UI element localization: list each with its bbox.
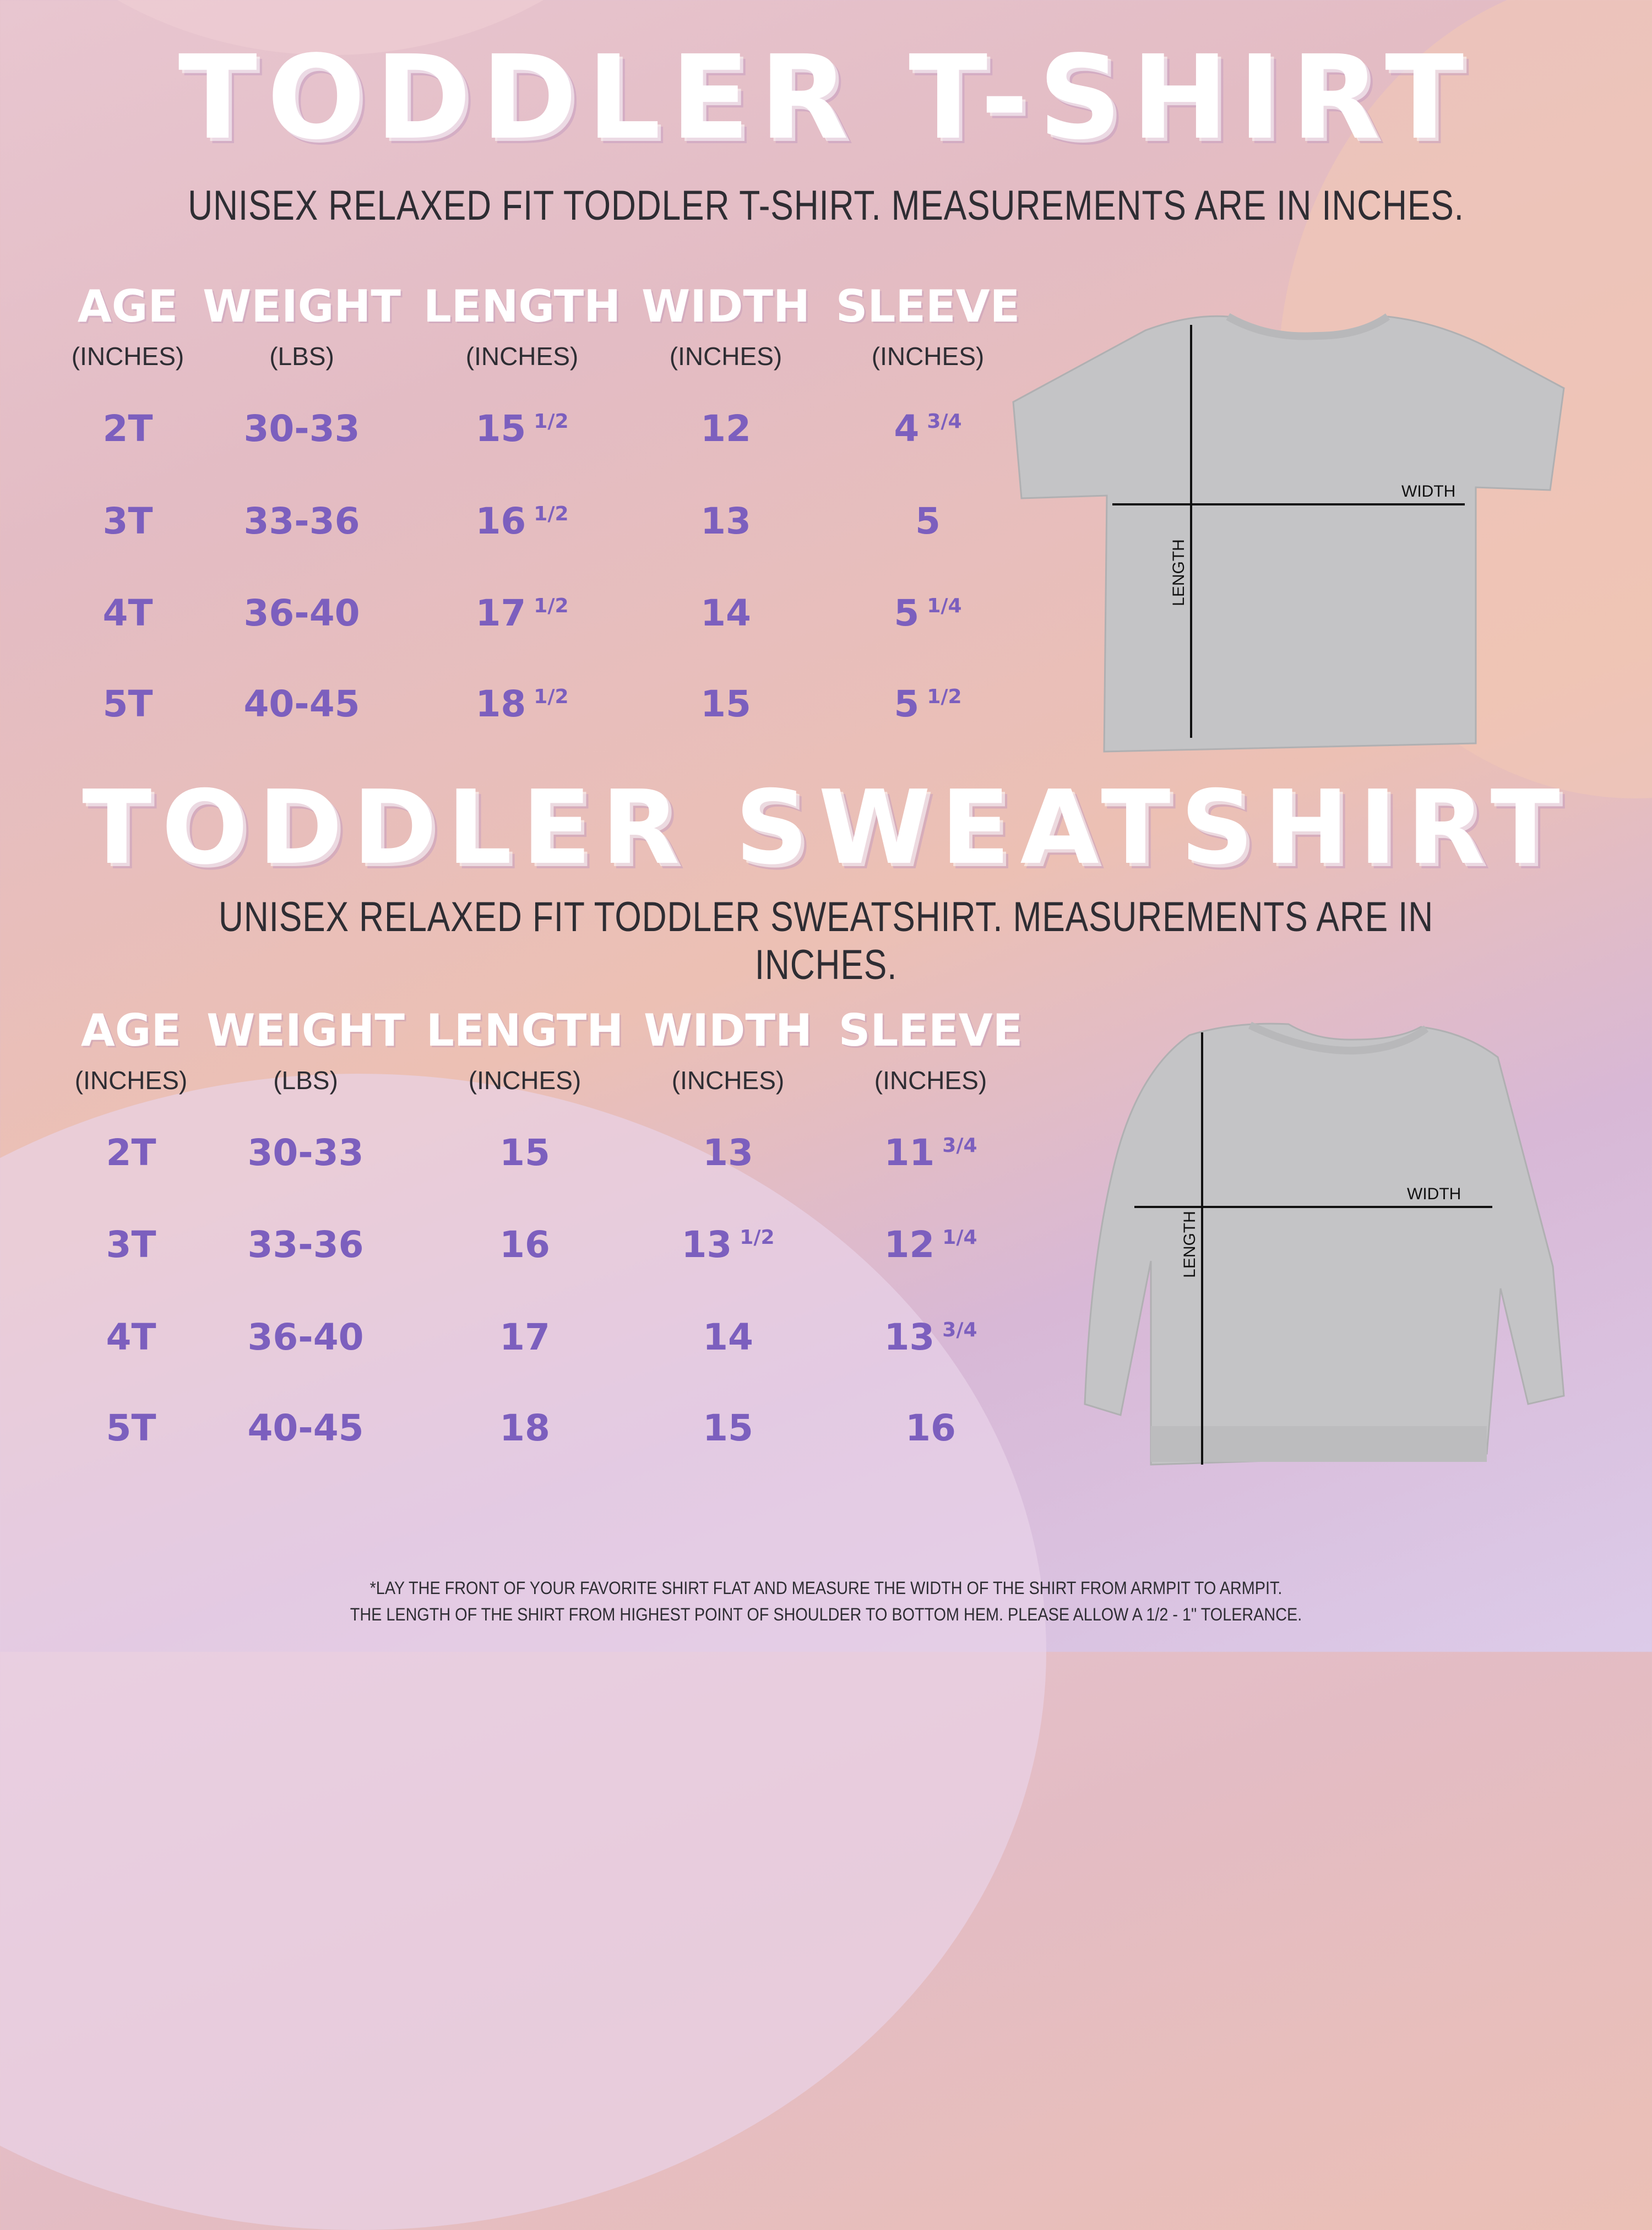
cell-fraction: 1/4 <box>942 1226 977 1249</box>
cell-value: 30-33 <box>243 407 360 450</box>
tshirt-column-unit-sleeve: (INCHES) <box>871 342 985 371</box>
cell-value: 16 <box>475 500 526 542</box>
sweatshirt-cell-age <box>106 1132 156 1174</box>
cell-value: 3T <box>102 500 153 542</box>
cell-value: 3T <box>106 1223 156 1266</box>
cell-value: 15 <box>475 407 526 450</box>
cell-fraction: 3/4 <box>942 1134 977 1157</box>
sweatshirt-cell-sleeve <box>905 1407 956 1449</box>
tshirt-cell-sleeve <box>894 407 961 450</box>
sweatshirt-column-unit-sleeve: (INCHES) <box>874 1066 987 1095</box>
sweatshirt-cell-sleeve <box>884 1223 977 1266</box>
cell-fraction: 1/2 <box>534 595 569 617</box>
cell-fraction: 1/4 <box>927 595 962 617</box>
tshirt-subtitle: UNISEX RELAXED FIT TODDLER T-SHIRT. MEASUREMENTS ARE IN INCHES. <box>188 182 1464 229</box>
tshirt-column-unit-age: (INCHES) <box>71 342 184 371</box>
cell-value: 5T <box>102 683 153 725</box>
tshirt-width-label: WIDTH <box>1401 482 1456 501</box>
tshirt-cell-age <box>103 592 153 634</box>
sweatshirt-body <box>1085 1024 1564 1465</box>
cell-fraction: 1/2 <box>534 686 569 708</box>
sweatshirt-width-label: WIDTH <box>1407 1185 1461 1203</box>
cell-value: 4T <box>102 592 153 634</box>
tshirt-cell-age <box>103 683 153 725</box>
tshirt-cell-width <box>700 592 751 634</box>
cell-value: 5 <box>894 683 920 725</box>
cell-value: 18 <box>499 1407 550 1449</box>
sweatshirt-cell-width <box>681 1223 774 1266</box>
tshirt-cell-length <box>475 407 568 450</box>
sweatshirt-column-unit-width: (INCHES) <box>671 1066 785 1095</box>
tshirt-cell-weight <box>243 407 360 450</box>
footnote-line1: *LAY THE FRONT OF YOUR FAVORITE SHIRT FLAT AND MEASURE THE WIDTH OF THE SHIRT FROM ARMPIT TO ARMPIT. <box>369 1578 1283 1598</box>
cell-fraction: 1/2 <box>534 410 569 433</box>
sweatshirt-cell-weight <box>247 1223 363 1266</box>
cell-value: 5 <box>915 500 941 542</box>
sweatshirt-cell-length <box>499 1132 550 1174</box>
tshirt-cell-age <box>103 500 153 542</box>
tshirt-column-header-sleeve: SLEEVE <box>835 281 1020 332</box>
tshirt-cell-weight <box>243 500 360 542</box>
cell-fraction: 1/2 <box>534 503 569 525</box>
tshirt-cell-age <box>103 407 153 450</box>
sweatshirt-cell-width <box>703 1407 753 1449</box>
sweatshirt-column-unit-length: (INCHES) <box>468 1066 582 1095</box>
cell-value: 16 <box>499 1223 550 1266</box>
cell-value: 40-45 <box>247 1407 364 1449</box>
cell-value: 2T <box>102 407 153 450</box>
tshirt-cell-sleeve <box>915 500 941 542</box>
sweatshirt-column-header-sleeve: SLEEVE <box>838 1005 1023 1056</box>
sweatshirt-column-header-age: AGE <box>80 1005 182 1056</box>
sweatshirt-cell-width <box>703 1316 753 1358</box>
sweatshirt-illustration <box>1068 1019 1575 1476</box>
sweatshirt-cell-weight <box>247 1407 363 1449</box>
sweatshirt-column-unit-weight: (LBS) <box>273 1066 338 1095</box>
cell-value: 17 <box>475 592 526 634</box>
tshirt-column-unit-width: (INCHES) <box>669 342 782 371</box>
sweatshirt-cell-age <box>106 1223 156 1266</box>
tshirt-body <box>1013 316 1564 752</box>
cell-value: 18 <box>475 683 526 725</box>
tshirt-cell-weight <box>243 592 360 634</box>
tshirt-cell-width <box>700 407 751 450</box>
tshirt-cell-length <box>475 500 568 542</box>
cell-value: 11 <box>884 1132 935 1174</box>
cell-value: 13 <box>700 500 751 542</box>
tshirt-length-label: LENGTH <box>1170 539 1188 606</box>
sweatshirt-column-unit-age: (INCHES) <box>74 1066 188 1095</box>
tshirt-column-unit-weight: (LBS) <box>269 342 334 371</box>
tshirt-cell-sleeve <box>894 683 961 725</box>
cell-value: 33-36 <box>243 500 360 542</box>
cell-value: 4 <box>894 407 920 450</box>
cell-value: 15 <box>700 683 751 725</box>
cell-value: 13 <box>884 1316 935 1358</box>
tshirt-cell-length <box>475 683 568 725</box>
tshirt-cell-width <box>700 683 751 725</box>
footnote <box>83 1575 1569 1628</box>
sweatshirt-title: TODDLER SWEATSHIRT <box>82 768 1570 887</box>
cell-value: 14 <box>703 1316 753 1358</box>
cell-value: 14 <box>700 592 751 634</box>
tshirt-column-header-age: AGE <box>77 281 178 332</box>
sweatshirt-cell-length <box>499 1316 550 1358</box>
sweatshirt-cell-length <box>499 1407 550 1449</box>
tshirt-cell-sleeve <box>894 592 961 634</box>
cell-value: 33-36 <box>247 1223 364 1266</box>
sweatshirt-cell-age <box>106 1316 156 1358</box>
sweatshirt-cell-length <box>499 1223 550 1266</box>
sweatshirt-cell-sleeve <box>884 1316 977 1358</box>
cell-value: 12 <box>884 1223 935 1266</box>
cell-fraction: 3/4 <box>927 410 962 433</box>
sweatshirt-cell-width <box>703 1132 753 1174</box>
cell-value: 5 <box>894 592 920 634</box>
cell-value: 36-40 <box>243 592 360 634</box>
cell-value: 13 <box>681 1223 732 1266</box>
sweatshirt-subtitle: UNISEX RELAXED FIT TODDLER SWEATSHIRT. MEASUREMENTS ARE IN INCHES. <box>218 894 1434 988</box>
cell-value: 40-45 <box>243 683 360 725</box>
tshirt-cell-weight <box>243 683 360 725</box>
sweatshirt-cell-sleeve <box>884 1132 977 1174</box>
sweatshirt-cell-weight <box>247 1132 363 1174</box>
cell-fraction: 1/2 <box>740 1226 775 1249</box>
cell-value: 4T <box>106 1316 156 1358</box>
cell-value: 2T <box>106 1132 156 1174</box>
cell-value: 30-33 <box>247 1132 364 1174</box>
tshirt-cell-width <box>700 500 751 542</box>
cell-value: 36-40 <box>247 1316 364 1358</box>
cell-value: 12 <box>700 407 751 450</box>
tshirt-column-header-length: LENGTH <box>423 281 621 332</box>
tshirt-column-header-weight: WEIGHT <box>203 281 401 332</box>
tshirt-illustration <box>1008 308 1575 760</box>
cell-value: 16 <box>905 1407 956 1449</box>
sweatshirt-column-header-length: LENGTH <box>426 1005 624 1056</box>
sweatshirt-cell-weight <box>247 1316 363 1358</box>
cell-value: 5T <box>106 1407 156 1449</box>
footnote-line2: THE LENGTH OF THE SHIRT FROM HIGHEST POINT OF SHOULDER TO BOTTOM HEM. PLEASE ALLOW A 1/2 - 1" TOLERANCE. <box>350 1604 1302 1624</box>
tshirt-column-unit-length: (INCHES) <box>465 342 579 371</box>
tshirt-column-header-width: WIDTH <box>642 281 810 332</box>
sweatshirt-column-header-weight: WEIGHT <box>206 1005 405 1056</box>
tshirt-cell-length <box>475 592 568 634</box>
sweatshirt-column-header-width: WIDTH <box>644 1005 812 1056</box>
cell-fraction: 1/2 <box>927 686 962 708</box>
cell-value: 17 <box>499 1316 550 1358</box>
cell-value: 15 <box>499 1132 550 1174</box>
cell-fraction: 3/4 <box>942 1319 977 1341</box>
cell-value: 15 <box>703 1407 753 1449</box>
sweatshirt-length-label: LENGTH <box>1181 1211 1199 1278</box>
sweatshirt-cell-age <box>106 1407 156 1449</box>
cell-value: 13 <box>703 1132 753 1174</box>
tshirt-title: TODDLER T-SHIRT <box>178 30 1474 165</box>
